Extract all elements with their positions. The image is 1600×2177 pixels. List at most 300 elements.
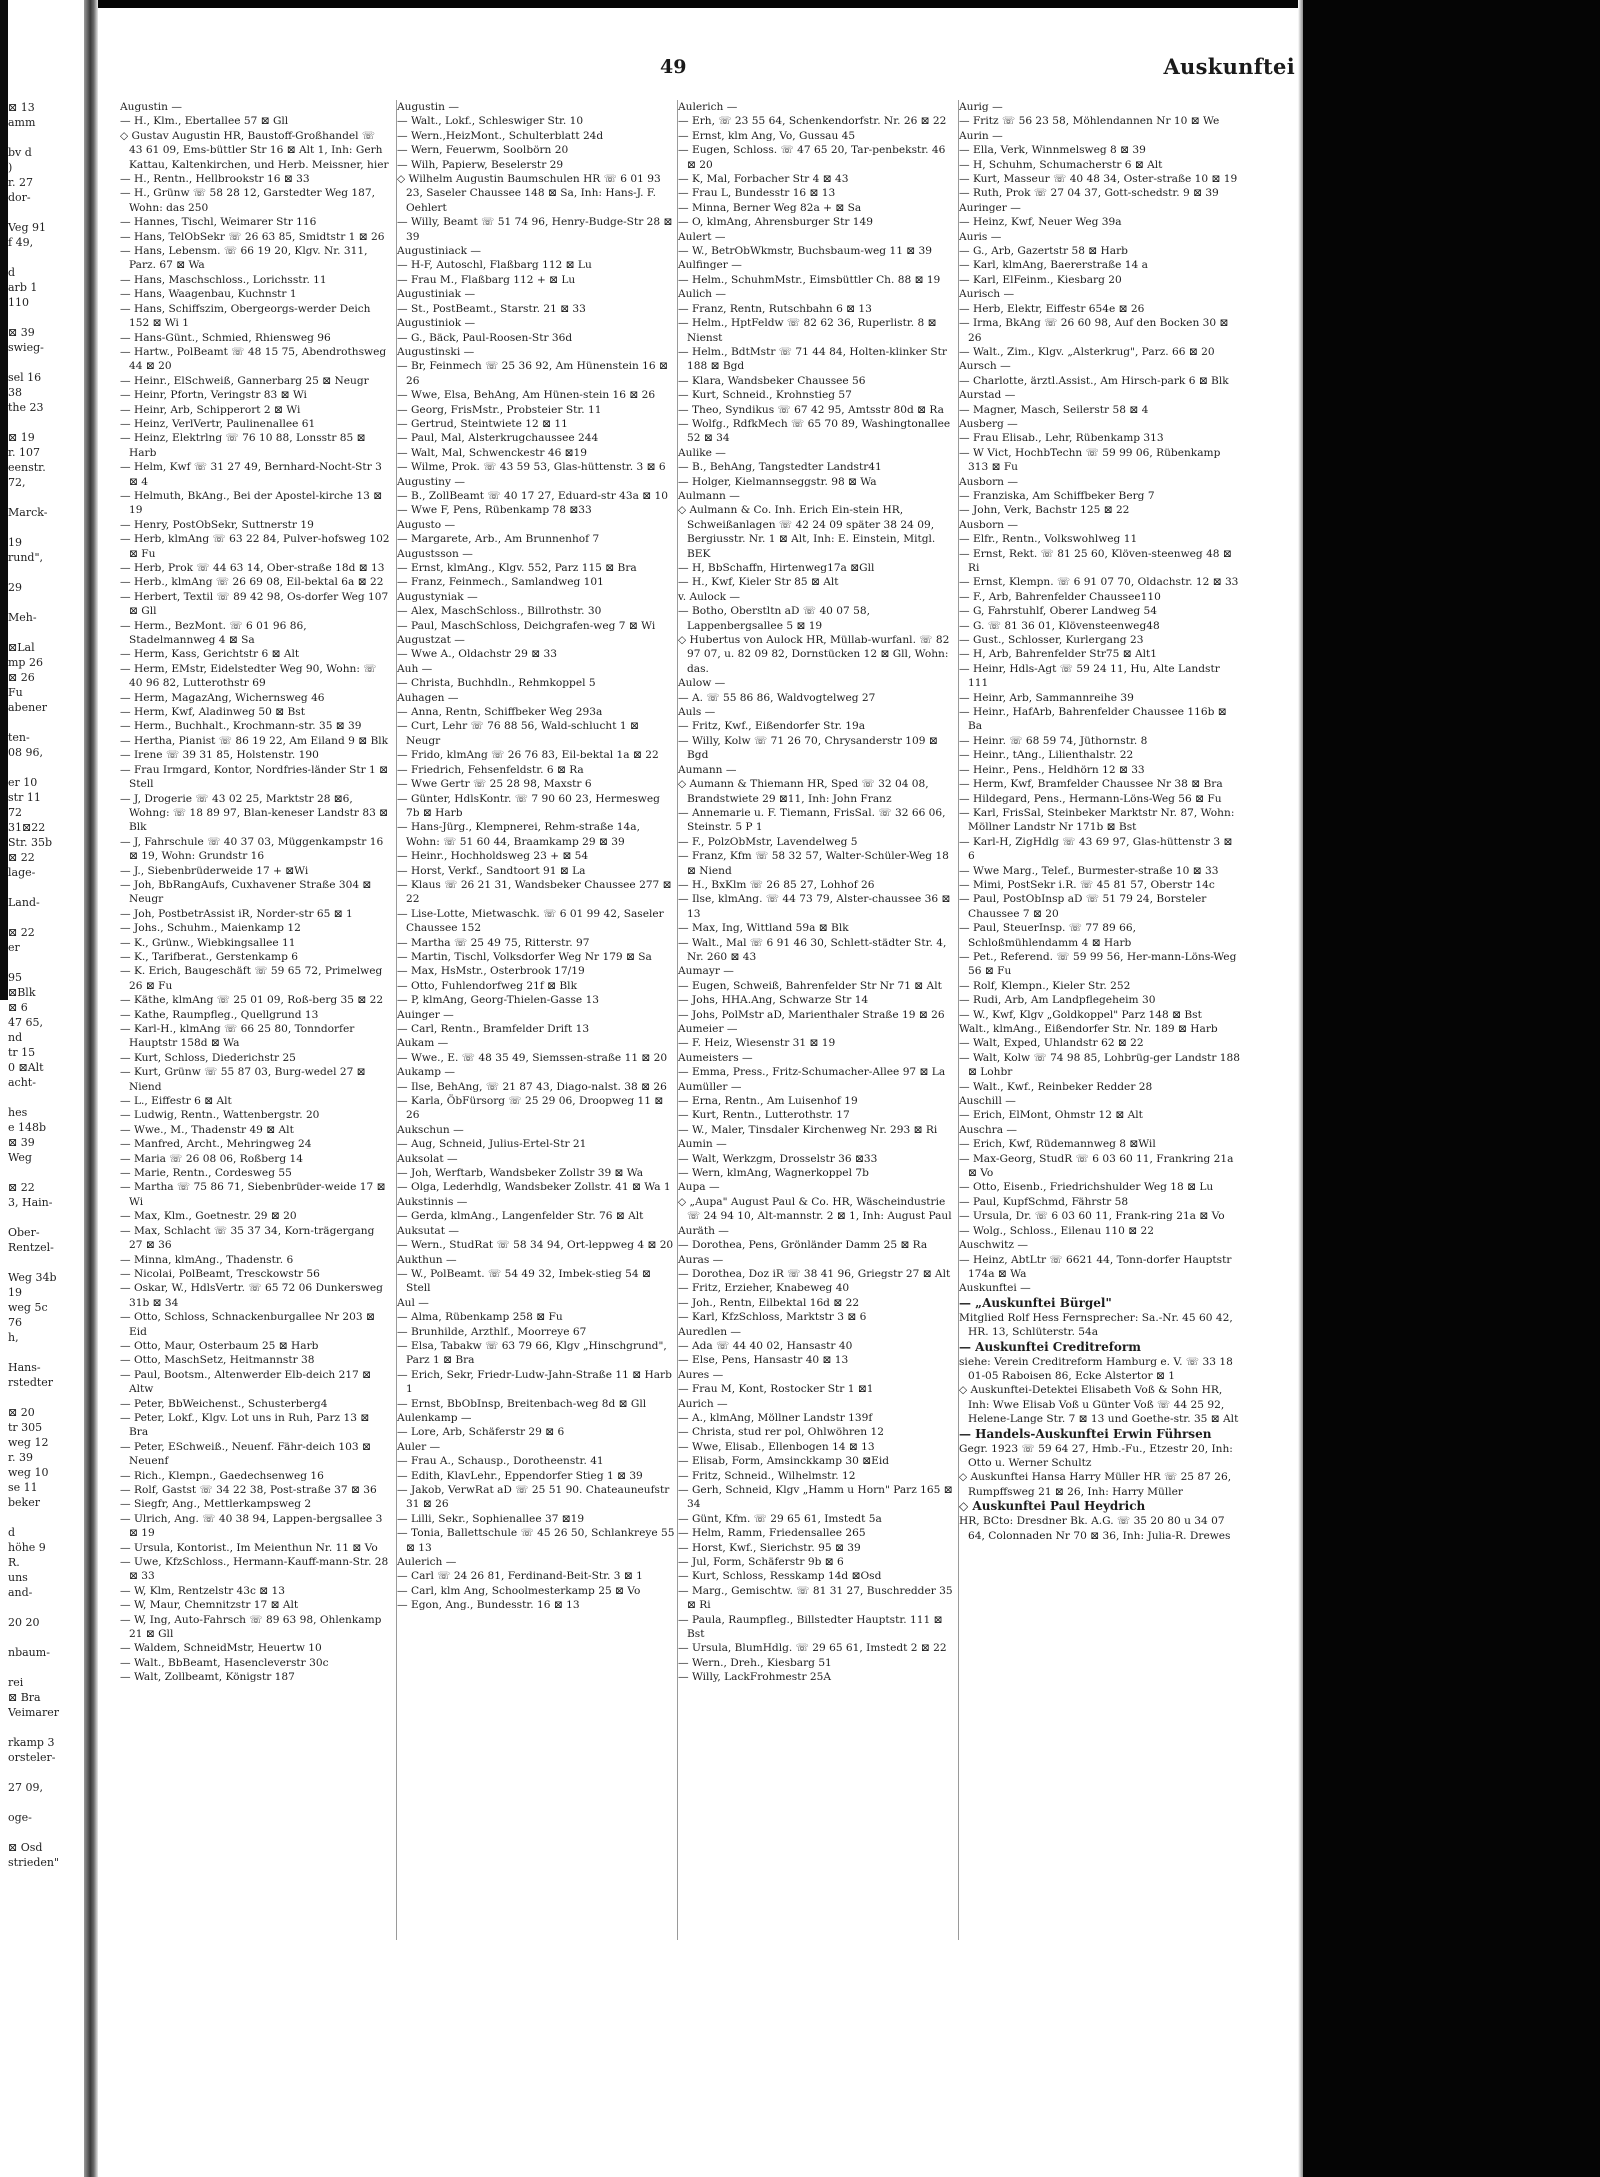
directory-entry: — Walt, Mal, Schwenckestr 46 ⊠19 [397,446,588,459]
surname-heading: Auredlen — [678,1325,742,1338]
left-fragment-line: nbaum- [8,1646,50,1659]
directory-entry: — Lilli, Sekr., Sophienallee 37 ⊠19 [397,1512,585,1525]
directory-entry: — Paul, MaschSchloss, Deichgrafen-weg 7 ⊠ Wi [397,619,656,632]
directory-entry: — Horst, Verkf., Sandtoort 91 ⊠ La [397,864,586,877]
directory-entry: — Brunhilde, Arzthlf., Moorreye 67 [397,1325,587,1338]
directory-entry: — Frau L, Bundesstr 16 ⊠ 13 [678,187,836,200]
surname-heading: Auinger — [397,1008,454,1021]
directory-entry: — Alma, Rübenkamp 258 ⊠ Fu [397,1311,563,1324]
directory-entry: — L., Eiffestr 6 ⊠ Alt [120,1095,232,1108]
directory-entry: — Walt., Lokf., Schleswiger Str. 10 [397,115,584,128]
directory-entry: — Herm, EMstr, Eidelstedter Weg 90, Wohn: ☏ 40 96 82, Lutterothstr 69 [120,662,377,690]
surname-heading: Aulerich — [397,1556,457,1569]
directory-entry: — St., PostBeamt., Starstr. 21 ⊠ 33 [397,302,586,315]
directory-entry: — Uwe, KfzSchloss., Hermann-Kauff-mann-Str. 28 ⊠ 33 [120,1556,389,1583]
directory-entry: — W Vict, HochbTechn ☏ 59 99 06, Rübenkamp 313 ⊠ Fu [959,446,1221,474]
directory-entry: — Otto, Schloss, Schnackenburgallee Nr 203 ⊠ Eid [120,1311,375,1338]
directory-entry: — Fritz, Erzieher, Knabeweg 40 [678,1282,850,1295]
directory-entry: — Wolg., Schloss., Eilenau 110 ⊠ 22 [959,1224,1154,1237]
directory-entry: — Ernst, klmAng., Klgv. 552, Parz 115 ⊠ Bra [397,562,637,574]
surname-heading: Augustsson — [397,547,473,560]
directory-entry: — Karl-H., klmAng ☏ 66 25 80, Tonndorfer Hauptstr 158d ⊠ Wa [120,1023,355,1050]
left-fragment-line: ⊠ 13 [8,101,35,114]
directory-entry: — Mimi, PostSekr i.R. ☏ 45 81 57, Oberstr 14c [959,878,1215,891]
surname-heading: Aul — [397,1296,429,1309]
left-fragment-line: er [8,941,20,954]
directory-entry: — Paul, SteuerInsp. ☏ 77 89 66, Schloßmühlendamm 4 ⊠ Harb [959,922,1136,949]
left-fragment-line: ) [8,161,13,174]
left-fragment-line [8,715,84,730]
directory-entry: — W., Maler, Tinsdaler Kirchenweg Nr. 293 ⊠ Ri [678,1123,938,1136]
left-fragment-line [8,520,84,535]
directory-entry: — Dorothea, Doz iR ☏ 38 41 96, Griegstr 27 ⊠ Alt [678,1267,951,1280]
left-fragment-line: 19 [8,1286,22,1299]
directory-entry: — Ilse, BehAng, ☏ 21 87 43, Diago-nalst. 38 ⊠ 26 [397,1080,667,1093]
directory-entry: — W, Ing, Auto-Fahrsch ☏ 89 63 98, Ohlenkamp 21 ⊠ Gll [120,1613,382,1641]
directory-entry: — Wwe, Elsa, BehAng, Am Hünen-stein 16 ⊠ 26 [397,389,656,402]
left-fragment-line [8,1345,84,1360]
directory-entry: — Elsa, Tabakw ☏ 63 79 66, Klgv „Hinschgrund", Parz 1 ⊠ Bra [397,1339,667,1367]
left-fragment-line: abener [8,701,47,714]
directory-entry: — Frau M, Kont, Rostocker Str 1 ⊠1 [678,1383,874,1396]
directory-entry: — Handels-Auskunftei Erwin Führsen [959,1426,1212,1441]
directory-entry: — Heinr, Hdls-Agt ☏ 59 24 11, Hu, Alte Landstr 111 [959,662,1220,690]
left-fragment-line: ⊠ 26 [8,671,35,684]
directory-entry: — Minna, Berner Weg 82a + ⊠ Sa [678,201,862,214]
directory-entry: — Peter, BbWeichenst., Schusterberg4 [120,1397,328,1410]
directory-entry: — Dorothea, Pens, Grönländer Damm 25 ⊠ Ra [678,1239,928,1252]
left-fragment-line: ⊠ Osd [8,1841,43,1854]
directory-entry: — Friedrich, Fehsenfeldstr. 6 ⊠ Ra [397,763,584,776]
directory-entry: — Kurt, Rentn., Lutterothstr. 17 [678,1109,850,1122]
left-fragment-line: beker [8,1496,40,1509]
surname-heading: Augustin — [120,101,182,113]
directory-entry: — J, Drogerie ☏ 43 02 25, Marktstr 28 ⊠6, Wohng: ☏ 18 89 97, Blan-keneser Landstr 83 ⊠ Blk [120,792,389,834]
left-fragment-line [8,1210,84,1225]
directory-entry: — Wwe Marg., Telef., Burmester-straße 10 ⊠ 33 [959,864,1219,877]
directory-entry: — Walt., Kwf., Reinbeker Redder 28 [959,1080,1153,1093]
directory-entry: — Hans, Lebensm. ☏ 66 19 20, Klgv. Nr. 311, Parz. 67 ⊠ Wa [120,245,368,272]
directory-entry: — O, klmAng, Ahrensburger Str 149 [678,216,873,229]
left-fragment-line: ⊠ 6 [8,1001,28,1014]
directory-entry: — Helm, Kwf ☏ 31 27 49, Bernhard-Nocht-Str 3 ⊠ 4 [120,461,382,488]
directory-entry: — Karla, ÖbFürsorg ☏ 25 29 06, Droopweg 11 ⊠ 26 [397,1095,664,1122]
directory-entry: — Hildegard, Pens., Hermann-Löns-Weg 56 ⊠ Fu [959,792,1222,805]
left-fragment-line [8,1390,84,1405]
directory-entry: — Georg, FrisMstr., Probsteier Str. 11 [397,403,602,416]
left-fragment-line: and- [8,1586,33,1599]
directory-entry: — Karl-H, ZigHdlg ☏ 43 69 97, Glas-hüttenstr 3 ⊠ 6 [959,835,1233,863]
directory-entry: — Otto, Fuhlendorfweg 21f ⊠ Blk [397,979,577,992]
directory-entry: — Johs, PolMstr aD, Marienthaler Straße 19 ⊠ 26 [678,1008,945,1021]
directory-entry: — Oskar, W., HdlsVertr. ☏ 65 72 06 Dunkersweg 31b ⊠ 34 [120,1282,383,1309]
directory-entry: — H., Grünw ☏ 58 28 12, Garstedter Weg 187, Wohn: das 250 [120,187,376,214]
surname-heading: Augustyniak — [397,590,478,603]
directory-entry: — Helm, Ramm, Friedensallee 265 [678,1527,866,1540]
directory-entry: — Wwe, Elisab., Ellenbogen 14 ⊠ 13 [678,1440,875,1453]
directory-entry: — Heinr, Pfortn, Veringstr 83 ⊠ Wi [120,389,307,402]
left-fragment-line: er 10 [8,776,38,789]
directory-entry: — Joh, BbRangAufs, Cuxhavener Straße 304 ⊠ Neugr [120,878,372,906]
surname-heading: Augustiniack — [397,245,481,258]
directory-entry: — Herb, Elektr, Eiffestr 654e ⊠ 26 [959,302,1145,315]
directory-entry: — Anna, Rentn, Schiffbeker Weg 293a [397,706,603,719]
surname-heading: Auräth — [678,1224,729,1237]
directory-entry: — Herm., Buchhalt., Krochmann-str. 35 ⊠ 39 [120,720,362,733]
surname-heading: Augustinski — [397,345,475,358]
directory-entry: — Hans, Maschschloss., Lorichsstr. 11 [120,273,327,286]
directory-entry: — Hannes, Tischl, Weimarer Str 116 [120,216,317,229]
surname-heading: Aumayr — [678,965,734,978]
left-fragment-line: weg 10 [8,1466,49,1479]
directory-entry: — Max, Ing, Wittland 59a ⊠ Blk [678,922,849,935]
surname-heading: Aulmann — [678,489,740,502]
directory-entry: — Wern., StudRat ☏ 58 34 94, Ort-leppweg 4 ⊠ 20 [397,1239,674,1252]
left-fragment-line: ⊠ 22 [8,851,35,864]
scan-border-top [90,0,1303,8]
directory-entry: — Johs, HHA.Ang, Schwarze Str 14 [678,994,869,1007]
surname-heading: Aumüller — [678,1080,742,1093]
directory-entry: — Joh, Werftarb, Wandsbeker Zollstr 39 ⊠ Wa [397,1167,644,1180]
directory-entry: — Wilh, Papierw, Beselerstr 29 [397,158,564,171]
left-fragment-line: ⊠Lal [8,641,35,654]
surname-heading: Aurstad — [959,389,1016,402]
left-fragment-line [8,1600,84,1615]
left-fragment-line [8,490,84,505]
directory-entry: — A. ☏ 55 86 86, Waldvogtelweg 27 [678,691,876,704]
directory-entry: — Walt., Zim., Klgv. „Alsterkrug", Parz. 66 ⊠ 20 [959,345,1215,358]
surname-heading: Auksolat — [397,1152,458,1165]
surname-heading: Aurig — [959,101,1003,113]
directory-entry: — Willy, Kolw ☏ 71 26 70, Chrysanderstr 109 ⊠ Bgd [678,734,938,762]
directory-entry: — Hans-Jürg., Klempnerei, Rehm-straße 14a, Wohn: ☏ 51 60 44, Braamkamp 29 ⊠ 39 [397,821,640,848]
directory-entry: — Irma, BkAng ☏ 26 60 98, Auf den Bocken 30 ⊠ 26 [959,317,1229,344]
left-fragment-line: 20 20 [8,1616,40,1629]
left-fragment-line [8,205,84,220]
directory-entry: ◇ „Aupa" August Paul & Co. HR, Wäscheindustrie ☏ 24 94 10, Alt-mannstr. 2 ⊠ 1, Inh: August Paul [678,1195,952,1223]
directory-entry: — Ernst, BbObInsp, Breitenbach-weg 8d ⊠ Gll [397,1397,647,1410]
directory-entry: — J., Siebenbrüderweide 17 + ⊠Wi [120,864,309,877]
surname-heading: Augustiny — [397,475,465,488]
left-fragment-line [8,1660,84,1675]
directory-entry: — Jul, Form, Schäferstr 9b ⊠ 6 [678,1556,844,1569]
directory-entry: — Frau M., Flaßbarg 112 + ⊠ Lu [397,273,576,286]
directory-entry: — Walt, Werkzgm, Drosselstr 36 ⊠33 [678,1152,878,1165]
directory-entry: — Herb, klmAng ☏ 63 22 84, Pulver-hofsweg 102 ⊠ Fu [120,533,390,560]
directory-entry: — Helm., SchuhmMstr., Eimsbüttler Ch. 88 ⊠ 19 [678,273,941,286]
left-fragment-line: ⊠ 19 [8,431,35,444]
left-fragment-line: bv d [8,146,32,159]
directory-entry: — Heinr, Arb, Sammannreihe 39 [959,691,1134,704]
left-fragment-line [8,910,84,925]
surname-heading: Aurin — [959,129,1003,142]
left-fragment-line: e 148b [8,1121,47,1134]
directory-entry: — Johs., Schuhm., Maienkamp 12 [120,922,301,935]
left-fragment-line: arb 1 [8,281,38,294]
directory-entry: — Günter, HdlsKontr. ☏ 7 90 60 23, Hermesweg 7b ⊠ Harb [397,792,660,819]
left-fragment-line: rstedter [8,1376,54,1389]
directory-entry: — W, Klm, Rentzelstr 43c ⊠ 13 [120,1584,286,1597]
surname-heading: Auschill — [959,1095,1016,1108]
left-fragment-line [8,1255,84,1270]
directory-entry: — H, Schuhm, Schumacherstr 6 ⊠ Alt [959,158,1163,171]
left-fragment-line: tr 15 [8,1046,36,1059]
left-fragment-line: ⊠ 20 [8,1406,35,1419]
surname-heading: Aumeier — [678,1023,738,1035]
directory-entry: — Ludwig, Rentn., Wattenbergstr. 20 [120,1109,320,1122]
directory-entry: — Hans, TelObSekr ☏ 26 63 85, Smidtstr 1 ⊠ 26 [120,230,385,243]
directory-entry: — Walt., Mal ☏ 6 91 46 30, Schlett-städter Str. 4, Nr. 260 ⊠ 43 [678,936,947,963]
directory-entry: — Walt, Exped, Uhlandstr 62 ⊠ 22 [959,1037,1144,1050]
left-fragment-line: ten- [8,731,30,744]
directory-entry: — H., Rentn., Hellbrookstr 16 ⊠ 33 [120,173,310,186]
directory-entry: — Auskunftei Creditreform [959,1339,1141,1354]
directory-entry: — Kurt, Schneid., Krohnstieg 57 [678,389,852,402]
directory-entry: — Max-Georg, StudR ☏ 6 03 60 11, Frankring 21a ⊠ Vo [959,1152,1234,1180]
left-fragment-line: Ober- [8,1226,40,1239]
left-fragment-line: eenstr. [8,461,46,474]
directory-entry: — H, Arb, Bahrenfelder Str75 ⊠ Alt1 [959,648,1158,661]
left-fragment-line: ⊠ Bra [8,1691,41,1704]
surname-heading: Auschwitz — [959,1239,1028,1252]
directory-entry: ◇ Auskunftei Paul Heydrich [959,1499,1146,1514]
directory-entry: — Eugen, Schweiß, Bahrenfelder Str Nr 71 ⊠ Alt [678,979,942,992]
surname-heading: Ausborn — [959,475,1018,488]
directory-entry: — Willy, Beamt ☏ 51 74 96, Henry-Budge-Str 28 ⊠ 39 [397,216,673,243]
left-fragment-line: 27 09, [8,1781,43,1794]
directory-entry: — Edith, KlavLehr., Eppendorfer Stieg 1 ⊠ 39 [397,1469,643,1482]
surname-heading: Aulenkamp — [397,1411,472,1424]
directory-entry: — Aug, Schneid, Julius-Ertel-Str 21 [397,1138,587,1151]
directory-entry: — Marie, Rentn., Cordesweg 55 [120,1167,292,1180]
left-fragment-line: Veg 91 [8,221,46,234]
directory-entry: — Franz, Feinmech., Samlandweg 101 [397,576,604,589]
directory-entry: — Heinz, Elektrlng ☏ 76 10 88, Lonsstr 85 ⊠ Harb [120,432,366,459]
left-fragment-line: ⊠ 22 [8,926,35,939]
surname-heading: Auris — [959,230,1002,243]
directory-entry: — H., Kwf, Kieler Str 85 ⊠ Alt [678,576,839,589]
directory-entry: — Minna, klmAng., Thadenstr. 6 [120,1253,294,1266]
left-fragment-line [8,1720,84,1735]
directory-entry: — Curt, Lehr ☏ 76 88 56, Wald-schlucht 1 ⊠ Neugr [397,720,639,747]
left-fragment-line: 08 96, [8,746,43,759]
directory-entry: — Ursula, Dr. ☏ 6 03 60 11, Frank-ring 21a ⊠ Vo [959,1210,1225,1223]
left-fragment-line: mp 26 [8,656,43,669]
directory-entry: — Alex, MaschSchloss., Billrothstr. 30 [397,605,602,618]
directory-entry: — Eugen, Schloss. ☏ 47 65 20, Tar-penbekstr. 46 ⊠ 20 [678,144,946,171]
directory-entry: — Heinr., Pens., Heldhörn 12 ⊠ 33 [959,763,1145,776]
directory-entry: — Hans, Waagenbau, Kuchnstr 1 [120,288,297,301]
directory-entry: — Karl, FrisSal, Steinbeker Marktstr Nr. 87, Wohn: Möllner Landstr Nr 171b ⊠ Bst [959,806,1235,834]
directory-entry: — Kurt, Schloss, Diederichstr 25 [120,1051,296,1064]
left-fragment-line: lage- [8,866,36,879]
left-fragment-line: d [8,266,16,279]
directory-entry: — H., Klm., Ebertallee 57 ⊠ Gll [120,115,289,128]
left-fragment-line: amm [8,116,36,129]
directory-entry: — Annemarie u. F. Tiemann, FrisSal. ☏ 32 66 06, Steinstr. 5 P 1 [678,806,946,834]
left-fragment-line: acht- [8,1076,36,1089]
directory-entry: — H, BbSchaffn, Hirtenweg17a ⊠Gll [678,562,875,574]
left-fragment-line: r. 39 [8,1451,34,1464]
surname-heading: Aumeisters — [678,1051,753,1064]
directory-entry: — Carl ☏ 24 26 81, Ferdinand-Beit-Str. 3 ⊠ 1 [397,1570,643,1583]
directory-entry: — Hans-Günt., Schmied, Rhiensweg 96 [120,331,331,344]
directory-entry: — Christa, stud rer pol, Ohlwöhren 12 [678,1426,884,1439]
directory-entry: — Elfr., Rentn., Volkswohlweg 11 [959,533,1138,546]
left-fragment-line [8,310,84,325]
left-fragment-line: 47 65, [8,1016,43,1029]
left-fragment-line [8,880,84,895]
left-fragment-line: 72 [8,806,22,819]
directory-entry: Gegr. 1923 ☏ 59 64 27, Hmb.-Fu., Etzestr 20, Inh: Otto u. Werner Schultz [959,1442,1233,1469]
directory-entry: — Hartw., PolBeamt ☏ 48 15 75, Abendrothsweg 44 ⊠ 20 [120,345,387,373]
left-fragment-line: ⊠ 39 [8,1136,35,1149]
surname-heading: Ausborn — [959,518,1018,531]
directory-entry: — Klara, Wandsbeker Chaussee 56 [678,374,866,387]
left-fragment-line [8,1165,84,1180]
directory-entry: — Herb, Prok ☏ 44 63 14, Ober-straße 18d ⊠ 13 [120,562,385,574]
left-fragment-line: ⊠Blk [8,986,36,999]
directory-entry: — Carl, klm Ang, Schoolmesterkamp 25 ⊠ Vo [397,1584,641,1597]
left-fragment-line [8,415,84,430]
left-fragment-line: 0 ⊠Alt [8,1061,44,1074]
directory-entry: — Magner, Masch, Seilerstr 58 ⊠ 4 [959,403,1149,416]
directory-entry: — Wwe., M., Thadenstr 49 ⊠ Alt [120,1123,294,1136]
surname-heading: Aulert — [678,230,726,243]
surname-heading: v. Aulock — [678,590,741,603]
directory-entry: — F., PolzObMstr, Lavendelweg 5 [678,835,858,848]
directory-entry: — Paula, Raumpfleg., Billstedter Hauptstr. 111 ⊠ Bst [678,1613,943,1641]
left-fragment-line [8,1510,84,1525]
left-fragment-line: r. 107 [8,446,41,459]
directory-entry: — Carl, Rentn., Bramfelder Drift 13 [397,1023,590,1035]
directory-entry: ◇ Aulmann & Co. Inh. Erich Ein-stein HR, Schweißanlagen ☏ 42 24 09 später 38 24 09, Bergiusstr. Nr. 1 ⊠ Alt, Inh: E. Einstein, Mitgl. BEK [678,504,936,560]
directory-entry: Walt., klmAng., Eißendorfer Str. Nr. 189 ⊠ Harb [959,1023,1218,1035]
left-fragment-line [8,250,84,265]
directory-entry: — Max, HsMstr., Osterbrook 17/19 [397,965,585,978]
directory-entry: — „Auskunftei Bürgel" [959,1295,1112,1310]
left-fragment-line: Rentzel- [8,1241,54,1254]
directory-entry: — Herm, Kwf, Aladinweg 50 ⊠ Bst [120,706,305,719]
left-fragment-line [8,595,84,610]
left-fragment-line [8,355,84,370]
directory-entry: — Wolfg., RdfkMech ☏ 65 70 89, Washingtonallee 52 ⊠ 34 [678,417,951,445]
surname-heading: Auksutat — [397,1224,459,1237]
left-fragment-line: 72, [8,476,26,489]
surname-heading: Aures — [678,1368,724,1381]
surname-heading: Aupa — [678,1181,720,1194]
directory-entry: ◇ Wilhelm Augustin Baumschulen HR ☏ 6 01 93 23, Saseler Chaussee 148 ⊠ Sa, Inh: Hans-J. F. Oehlert [397,173,661,214]
directory-entry: — Marg., Gemischtw. ☏ 81 31 27, Buschredder 35 ⊠ Ri [678,1584,953,1612]
left-fragment-line: dor- [8,191,31,204]
directory-entry: — Ada ☏ 44 40 02, Hansastr 40 [678,1339,853,1352]
directory-entry: — Rolf, Klempn., Kieler Str. 252 [959,979,1131,992]
left-fragment-line: 110 [8,296,29,309]
directory-entry: — Herb., klmAng ☏ 26 69 08, Eil-bektal 6a ⊠ 22 [120,576,384,589]
directory-entry: — Gerh, Schneid, Klgv „Hamm u Horn" Parz 165 ⊠ 34 [678,1484,953,1511]
left-fragment-line: Weg 34b [8,1271,57,1284]
left-fragment-line: h, [8,1331,19,1344]
directory-column-1 [120,100,390,1940]
left-fragment-line: uns [8,1571,28,1584]
directory-entry: — Fritz ☏ 56 23 58, Möhlendannen Nr 10 ⊠ We [959,115,1220,128]
left-fragment-line: ⊠ 39 [8,326,35,339]
directory-entry: — Paul, Bootsm., Altenwerder Elb-deich 217 ⊠ Altw [120,1368,372,1396]
directory-entry: — Klaus ☏ 26 21 31, Wandsbeker Chaussee 277 ⊠ 22 [397,878,672,906]
directory-entry: — Fritz, Schneid., Wilhelmstr. 12 [678,1469,856,1482]
surname-heading: Ausberg — [959,417,1018,430]
directory-entry: — Otto, MaschSetz, Heitmannstr 38 [120,1354,315,1367]
directory-entry: — John, Verk, Bachstr 125 ⊠ 22 [959,504,1130,517]
directory-entry: — Heinr., HafArb, Bahrenfelder Chaussee 116b ⊠ Ba [959,706,1227,733]
directory-entry: — G., Arb, Gazertstr 58 ⊠ Harb [959,245,1128,258]
left-fragment-line: 95 [8,971,22,984]
directory-entry: — K. Erich, Baugeschäft ☏ 59 65 72, Primelweg 26 ⊠ Fu [120,965,383,992]
directory-entry: — Walt., BbBeamt, Hasencleverstr 30c [120,1656,329,1669]
surname-heading: Auras — [678,1253,724,1266]
directory-entry: — Otto, Maur, Osterbaum 25 ⊠ Harb [120,1339,319,1352]
left-fragment-line: the 23 [8,401,44,414]
directory-entry: — Botho, Oberstltn aD ☏ 40 07 58, Lappenbergsallee 5 ⊠ 19 [678,605,870,632]
directory-entry: — Charlotte, ärztl.Assist., Am Hirsch-park 6 ⊠ Blk [959,374,1229,387]
directory-entry: — Käthe, klmAng ☏ 25 01 09, Roß-berg 35 ⊠ 22 [120,994,384,1007]
directory-entry: — Irene ☏ 39 31 85, Holstenstr. 190 [120,749,319,762]
left-fragment-line: rei [8,1676,24,1689]
directory-entry: — Ella, Verk, Winnmelsweg 8 ⊠ 39 [959,144,1146,157]
directory-entry: — Elisab, Form, Amsinckkamp 30 ⊠Eid [678,1455,889,1468]
directory-entry: — Margarete, Arb., Am Brunnenhof 7 [397,533,600,546]
left-fragment-line: sel 16 [8,371,42,384]
left-fragment-line: 31⊠22 [8,821,46,834]
directory-entry: — Walt, Zollbeamt, Königstr 187 [120,1671,295,1684]
directory-entry: — Lise-Lotte, Mietwaschk. ☏ 6 01 99 42, Saseler Chaussee 152 [397,907,664,935]
directory-entry: — K, Mal, Forbacher Str 4 ⊠ 43 [678,173,849,186]
directory-entry: — Otto, Eisenb., Friedrichshulder Weg 18 ⊠ Lu [959,1181,1214,1194]
left-fragment-line: oge- [8,1811,32,1824]
surname-heading: Auls — [678,706,716,719]
directory-entry: — W., BetrObWkmstr, Buchsbaum-weg 11 ⊠ 39 [678,245,933,258]
directory-entry: — Christa, Buchhdln., Rehmkoppel 5 [397,677,596,690]
surname-heading: Auhagen — [397,691,459,704]
left-fragment-line [8,1825,84,1840]
directory-entry: — Frau A., Schausp., Dorotheenstr. 41 [397,1455,604,1468]
left-fragment-line: str 11 [8,791,41,804]
directory-entry: — Holger, Kielmannseggstr. 98 ⊠ Wa [678,475,877,488]
directory-entry: — Gerda, klmAng., Langenfelder Str. 76 ⊠ Alt [397,1210,644,1223]
directory-entry: — J, Fahrschule ☏ 40 37 03, Müggenkampstr 16 ⊠ 19, Wohn: Grundstr 16 [120,835,384,863]
surname-heading: Auh — [397,662,433,675]
directory-entry: — Egon, Ang., Bundesstr. 16 ⊠ 13 [397,1599,580,1612]
left-fragment-line: weg 5c [8,1301,48,1314]
directory-entry: — Wern., Dreh., Kiesbarg 51 [678,1656,832,1669]
surname-heading: Aukthun — [397,1253,457,1266]
directory-entry: — Heinz, Kwf, Neuer Weg 39a [959,216,1122,229]
directory-entry: — Martha ☏ 75 86 71, Siebenbrüder-weide 17 ⊠ Wi [120,1181,386,1208]
directory-entry: — Karl, ElFeinm., Kiesbarg 20 [959,273,1122,286]
directory-entry: — Herm, Kwf, Bramfelder Chaussee Nr 38 ⊠ Bra [959,778,1223,791]
directory-entry: — Walt, Kolw ☏ 74 98 85, Lohbrüg-ger Landstr 188 ⊠ Lohbr [959,1051,1241,1079]
directory-entry: — Erna, Rentn., Am Luisenhof 19 [678,1095,858,1108]
directory-entry: — Paul, PostObInsp aD ☏ 51 79 24, Borsteler Chaussee 7 ⊠ 20 [959,893,1207,920]
left-fragment-line: Fu [8,686,23,699]
directory-entry: — Ruth, Prok ☏ 27 04 37, Gott-schedstr. 9 ⊠ 39 [959,187,1219,200]
surname-heading: Aulich — [678,288,726,301]
directory-entry: — Pet., Referend. ☏ 59 99 56, Her-mann-Löns-Weg 56 ⊠ Fu [959,950,1237,978]
directory-entry: — Nicolai, PolBeamt, Tresckowstr 56 [120,1267,320,1280]
left-fragment-line: f 49, [8,236,34,249]
directory-entry: — Wern, klmAng, Wagnerkoppel 7b [678,1167,869,1180]
left-fragment-line: se 11 [8,1481,38,1494]
